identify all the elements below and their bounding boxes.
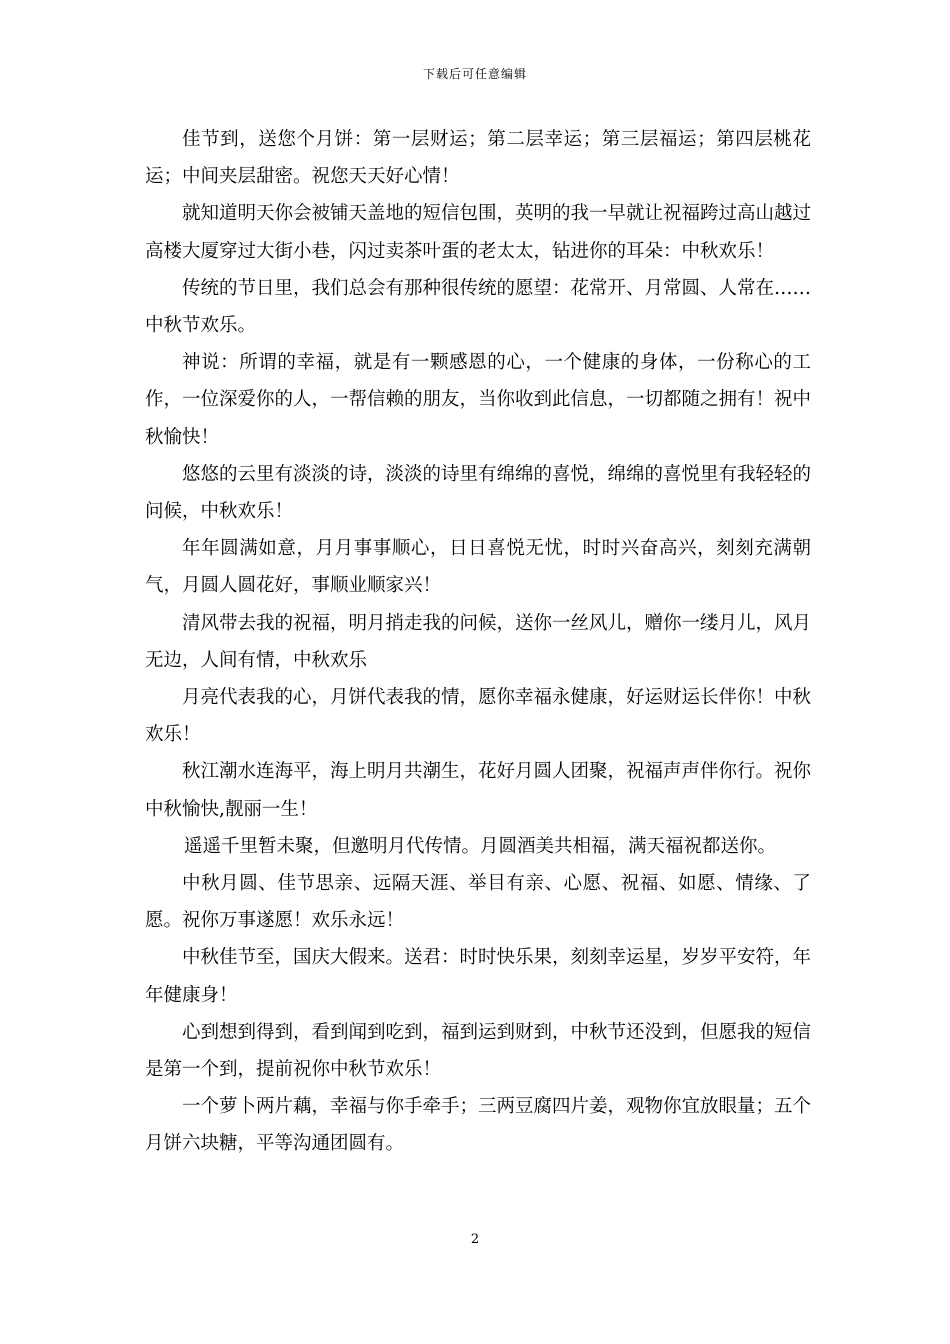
paragraph: 清风带去我的祝福，明月捎走我的问候，送你一丝风儿，赠你一缕月儿，风月无边，人间有情，中秋欢乐 bbox=[145, 612, 812, 671]
paragraph: 年年圆满如意，月月事事顺心，日日喜悦无忧，时时兴奋高兴，刻刻充满朝气，月圆人圆花好，事顺业顺家兴！ bbox=[145, 538, 811, 597]
page-header: 下载后可任意编辑 bbox=[422, 67, 527, 81]
page-number: 2 bbox=[470, 1232, 480, 1247]
paragraph: 神说：所谓的幸福，就是有一颗感恩的心，一个健康的身体，一份称心的工作，一位深爱你的人，一帮信赖的朋友，当你收到此信息，一切都随之拥有！祝中秋愉快！ bbox=[145, 352, 812, 448]
paragraph: 中秋佳节至，国庆大假来。送君：时时快乐果，刻刻幸运星，岁岁平安符，年年健康身！ bbox=[145, 947, 812, 1006]
paragraph: 就知道明天你会被铺天盖地的短信包围，英明的我一早就让祝福跨过高山越过高楼大厦穿过大街小巷，闪过卖茶叶蛋的老太太，钻进你的耳朵：中秋欢乐！ bbox=[145, 203, 812, 262]
paragraph: 中秋月圆、佳节思亲、远隔天涯、举目有亲、心愿、祝福、如愿、情缘、了愿。祝你万事遂愿！欢乐永远！ bbox=[145, 873, 811, 932]
paragraph: 佳节到，送您个月饼：第一层财运；第二层幸运；第三层福运；第四层桃花运；中间夹层甜密。祝您天天好心情！ bbox=[145, 129, 811, 188]
paragraph: 心到想到得到，看到闻到吃到，福到运到财到，中秋节还没到，但愿我的短信是第一个到，提前祝你中秋节欢乐！ bbox=[145, 1021, 812, 1081]
paragraph: 秋江潮水连海平，海上明月共潮生，花好月圆人团聚，祝福声声伴你行。祝你中秋愉快,靓丽一生！ bbox=[145, 761, 812, 820]
paragraph: 传统的节日里，我们总会有那种很传统的愿望：花常开、月常圆、人常在……中秋节欢乐。 bbox=[145, 277, 812, 337]
document-body bbox=[145, 121, 811, 1163]
paragraph: 月亮代表我的心，月饼代表我的情，愿你幸福永健康，好运财运长伴你！中秋欢乐！ bbox=[145, 687, 812, 746]
paragraph: 悠悠的云里有淡淡的诗，淡淡的诗里有绵绵的喜悦，绵绵的喜悦里有我轻轻的问候，中秋欢乐！ bbox=[145, 463, 812, 523]
paragraph: 遥遥千里暂未聚，但邀明月代传情。月圆酒美共相福，满天福祝都送你。 bbox=[184, 835, 777, 857]
paragraph: 一个萝卜两片藕，幸福与你手牵手；三两豆腐四片姜，观物你宜放眼量；五个月饼六块糖，平等沟通团圆有。 bbox=[145, 1096, 812, 1155]
